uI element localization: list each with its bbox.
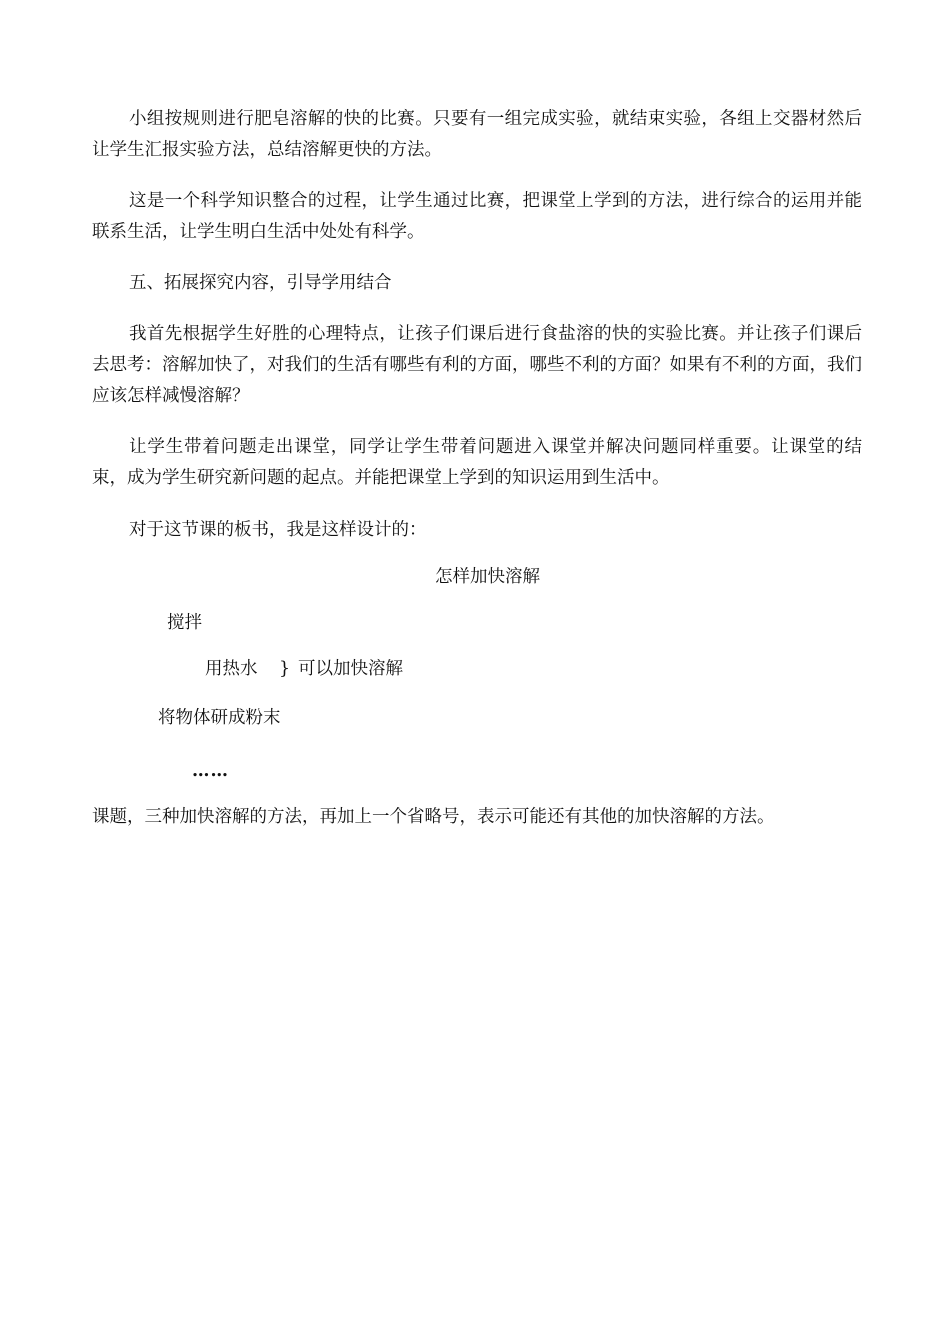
paragraph-integration: 这是一个科学知识整合的过程，让学生通过比赛，把课堂上学到的方法，进行综合的运用并能联系生活，让学生明白生活中处处有科学。 — [92, 191, 862, 242]
paragraph-competition: 小组按规则进行肥皂溶解的快的比赛。只要有一组完成实验，就结束实验，各组上交器材然后让学生汇报实验方法，总结溶解更快的方法。 — [92, 109, 862, 160]
paragraph-questions: 让学生带着问题走出课堂，同学让学生带着问题进入课堂并解决问题同样重要。让课堂的结束，成为学生研究新问题的起点。并能把课堂上学到的知识运用到生活中。 — [92, 437, 862, 488]
paragraph-homework: 我首先根据学生好胜的心理特点，让孩子们课后进行食盐溶的快的实验比赛。并让孩子们课后去思考：溶解加快了，对我们的生活有哪些有利的方面，哪些不利的方面？如果有不利的方面，我们应该怎样减慢溶解？ — [92, 324, 862, 406]
board-result: 可以加快溶解 — [298, 659, 403, 679]
paragraph-closing: 课题，三种加快溶解的方法，再加上一个省略号，表示可能还有其他的加快溶解的方法。 — [92, 807, 775, 827]
board-item-stir: 搅拌 — [167, 613, 202, 633]
board-title: 怎样加快溶解 — [435, 567, 540, 587]
board-item-hot-water: 用热水 — [205, 659, 258, 679]
section-heading-extension: 五、拓展探究内容，引导学用结合 — [129, 273, 392, 293]
board-brace: } — [279, 659, 291, 679]
paragraph-board-intro: 对于这节课的板书，我是这样设计的： — [129, 520, 427, 540]
board-item-grind: 将物体研成粉末 — [158, 708, 281, 728]
board-ellipsis: …… — [192, 761, 229, 781]
